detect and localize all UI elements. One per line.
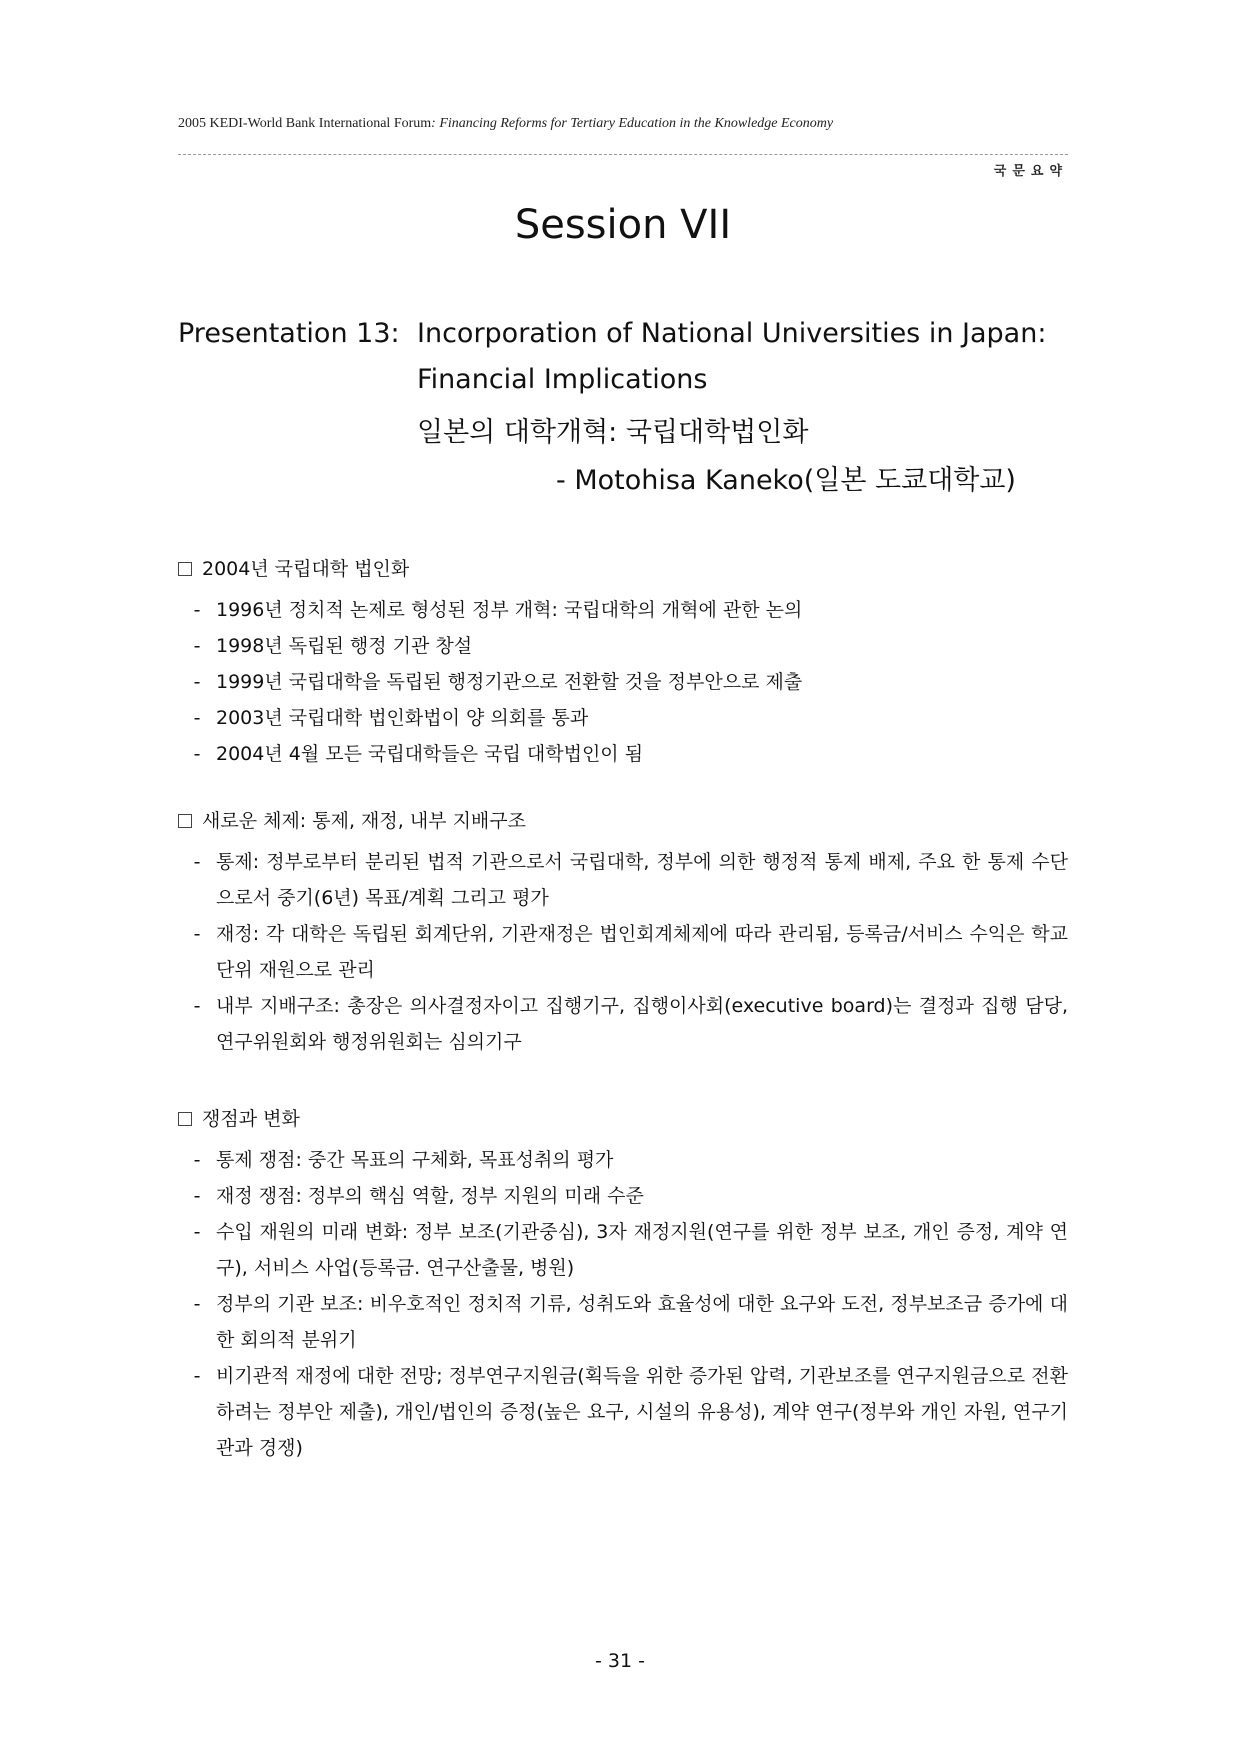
presentation-title-korean: 일본의 대학개혁: 국립대학법인화 (417, 417, 809, 448)
dash-marker: - (193, 707, 201, 729)
presentation-title-line-1: Incorporation of National Universities in Japan: (417, 318, 1047, 349)
section-heading: 2004년 국립대학 법인화 (178, 556, 1068, 582)
section-heading: 쟁점과 변화 (178, 1106, 1068, 1132)
presenter-line: - Motohisa Kaneko(일본 도쿄대학교) (556, 465, 1016, 496)
dash-marker: - (193, 923, 201, 945)
section-new-system (178, 808, 1068, 1060)
section-issues (178, 1106, 1068, 1466)
checkbox-square-icon (178, 1112, 192, 1126)
running-header (178, 116, 1068, 132)
list-item: - 2004년 4월 모든 국립대학들은 국립 대학법인이 됨 (178, 736, 1068, 772)
list-item: - 재정 쟁점: 정부의 핵심 역할, 정부 지원의 미래 수준 (178, 1178, 1068, 1214)
dash-marker: - (193, 1293, 201, 1315)
header-forum-name: 2005 KEDI-World Bank International Forum (178, 116, 432, 131)
dash-marker: - (193, 635, 201, 657)
list-item: - 2003년 국립대학 법인화법이 양 의회를 통과 (178, 700, 1068, 736)
session-title: Session VII (514, 202, 732, 248)
list-item: - 정부의 기관 보조: 비우호적인 정치적 기류, 성취도와 효율성에 대한 요구와 도전, 정부보조금 증가에 대한 회의적 분위기 (178, 1286, 1068, 1358)
list-item: - 1996년 정치적 논제로 형성된 정부 개혁: 국립대학의 개혁에 관한 논의 (178, 592, 1068, 628)
dash-marker: - (193, 1365, 201, 1387)
dash-marker: - (193, 1221, 201, 1243)
section-heading: 새로운 체제: 통제, 재정, 내부 지배구조 (178, 808, 1068, 834)
dash-marker: - (193, 995, 201, 1017)
list-item: - 통제 쟁점: 중간 목표의 구체화, 목표성취의 평가 (178, 1142, 1068, 1178)
list-item: - 재정: 각 대학은 독립된 회계단위, 기관재정은 법인회계체제에 따라 관리됨, 등록금/서비스 수익은 학교단위 재원으로 관리 (178, 916, 1068, 988)
section-label: 국문요약 (993, 164, 1068, 179)
checkbox-square-icon (178, 814, 192, 828)
dash-marker: - (193, 1149, 201, 1171)
list-item: - 통제: 정부로부터 분리된 법적 기관으로서 국립대학, 정부에 의한 행정적 통제 배제, 주요 한 통제 수단으로서 중기(6년) 목표/계획 그리고 평가 (178, 844, 1068, 916)
page-number: - 31 - (595, 1650, 645, 1672)
dash-marker: - (193, 671, 201, 693)
header-divider (178, 154, 1068, 155)
presentation-title-line-2: Financial Implications (417, 364, 708, 395)
list-item: - 수입 재원의 미래 변화: 정부 보조(기관중심), 3자 재정지원(연구를 위한 정부 보조, 개인 증정, 계약 연구), 서비스 사업(등록금. 연구산출물, 병원) (178, 1214, 1068, 1286)
list-item: - 1999년 국립대학을 독립된 행정기관으로 전환할 것을 정부안으로 제출 (178, 664, 1068, 700)
dash-marker: - (193, 743, 201, 765)
list-item: - 내부 지배구조: 총장은 의사결정자이고 집행기구, 집행이사회(executive board)는 결정과 집행 담당, 연구위원회와 행정위원회는 심의기구 (178, 988, 1068, 1060)
dash-marker: - (193, 599, 201, 621)
checkbox-square-icon (178, 562, 192, 576)
dash-marker: - (193, 851, 201, 873)
dash-marker: - (193, 1185, 201, 1207)
section-incorporation (178, 556, 1068, 772)
header-forum-subtitle: : Financing Reforms for Tertiary Education in the Knowledge Economy (431, 116, 834, 131)
list-item: - 1998년 독립된 행정 기관 창설 (178, 628, 1068, 664)
list-item: - 비기관적 재정에 대한 전망; 정부연구지원금(획득을 위한 증가된 압력, 기관보조를 연구지원금으로 전환하려는 정부안 제출), 개인/법인의 증정(높은 요구, 시설의 유용성), 계약 연구(정부와 개인 자원, 연구기관과 경쟁) (178, 1358, 1068, 1466)
presentation-prefix: Presentation 13: (178, 318, 400, 349)
